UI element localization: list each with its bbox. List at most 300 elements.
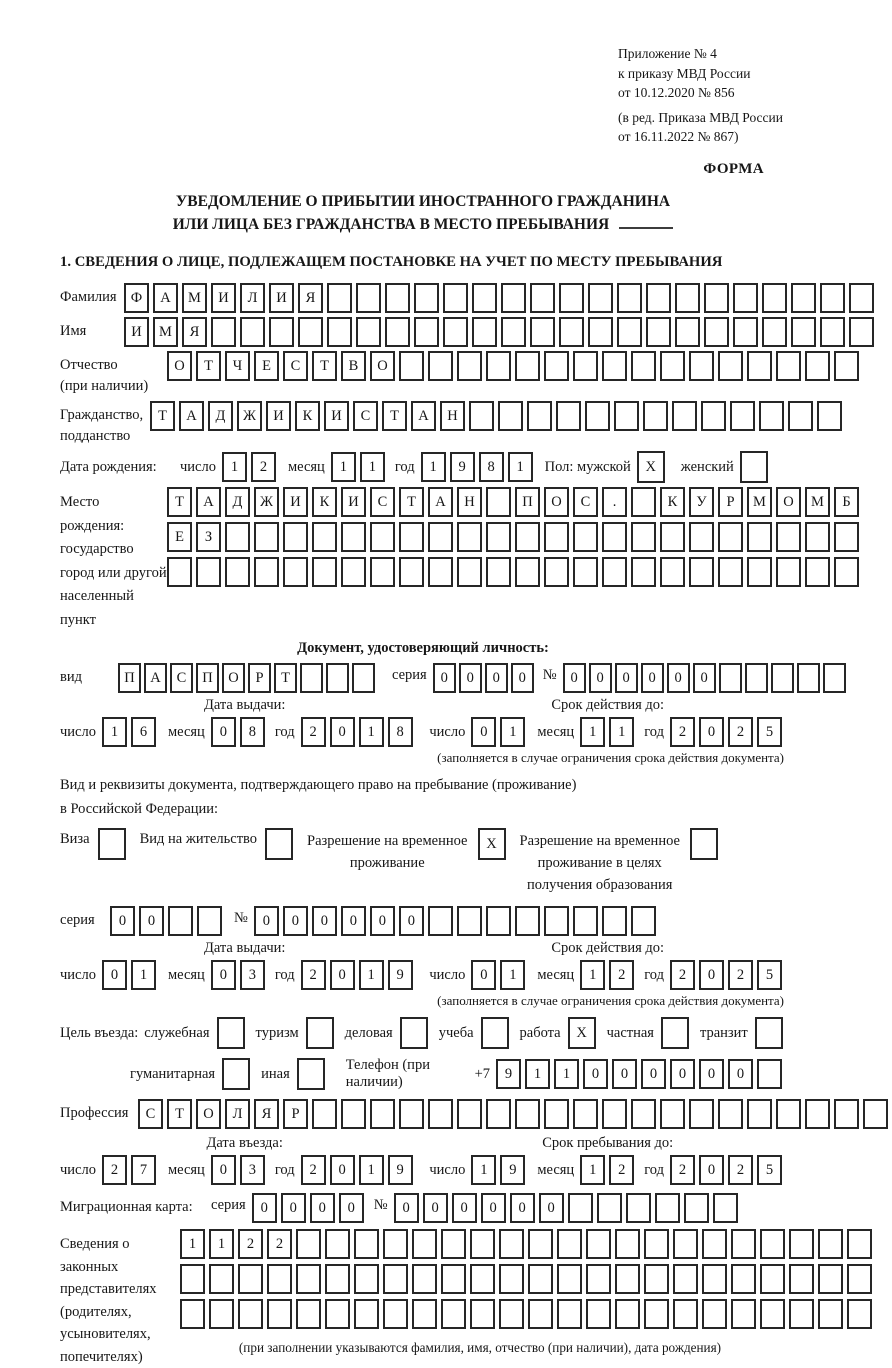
permit-series-cells[interactable]: [110, 906, 226, 936]
cell[interactable]: 0: [563, 663, 586, 693]
cell[interactable]: 1: [500, 960, 525, 990]
cell[interactable]: О: [196, 1099, 221, 1129]
cell[interactable]: [428, 1099, 453, 1129]
cell[interactable]: 0: [615, 663, 638, 693]
cell[interactable]: [789, 1264, 814, 1294]
cell[interactable]: [602, 906, 627, 936]
cell[interactable]: [457, 557, 482, 587]
purpose-work-checkbox[interactable]: [568, 1017, 596, 1049]
cell[interactable]: Р: [283, 1099, 308, 1129]
cell[interactable]: [747, 351, 772, 381]
cell[interactable]: А: [153, 283, 178, 313]
cell[interactable]: [631, 487, 656, 517]
cell[interactable]: А: [144, 663, 167, 693]
cell[interactable]: [660, 1099, 685, 1129]
cell[interactable]: 0: [211, 1155, 236, 1185]
cell[interactable]: [617, 283, 642, 313]
cell[interactable]: [428, 906, 453, 936]
cell[interactable]: [719, 663, 742, 693]
cell[interactable]: [631, 351, 656, 381]
doc-issue-day-cells[interactable]: [102, 717, 160, 747]
cell[interactable]: [428, 351, 453, 381]
doc-number-cells[interactable]: [563, 663, 849, 693]
cell[interactable]: [325, 1299, 350, 1329]
cell[interactable]: [527, 401, 552, 431]
temp-permit-checkbox[interactable]: [478, 828, 506, 860]
cell[interactable]: [740, 451, 768, 483]
cell[interactable]: Н: [440, 401, 465, 431]
purpose-business-checkbox[interactable]: [400, 1017, 428, 1049]
cell[interactable]: [849, 283, 874, 313]
permit-validity-month-cells[interactable]: [580, 960, 638, 990]
permit-validity-day-cells[interactable]: [471, 960, 529, 990]
doc-validity-year-cells[interactable]: [670, 717, 786, 747]
cell[interactable]: С: [573, 487, 598, 517]
cell[interactable]: [283, 557, 308, 587]
cell[interactable]: [789, 1299, 814, 1329]
cell[interactable]: [265, 828, 293, 860]
cell[interactable]: [817, 401, 842, 431]
cell[interactable]: [544, 1099, 569, 1129]
cell[interactable]: [557, 1229, 582, 1259]
cell[interactable]: [849, 317, 874, 347]
cell[interactable]: [209, 1264, 234, 1294]
cell[interactable]: [602, 351, 627, 381]
cell[interactable]: 0: [102, 960, 127, 990]
cell[interactable]: [544, 557, 569, 587]
cell[interactable]: [180, 1299, 205, 1329]
cell[interactable]: [702, 1229, 727, 1259]
cell[interactable]: [573, 522, 598, 552]
cell[interactable]: [755, 1017, 783, 1049]
cell[interactable]: 1: [508, 452, 533, 482]
cell[interactable]: Т: [167, 1099, 192, 1129]
cell[interactable]: [760, 1229, 785, 1259]
cell[interactable]: [702, 1264, 727, 1294]
cell[interactable]: Е: [254, 351, 279, 381]
cell[interactable]: [834, 351, 859, 381]
cell[interactable]: [760, 1299, 785, 1329]
cell[interactable]: [544, 522, 569, 552]
cell[interactable]: [718, 557, 743, 587]
cell[interactable]: [528, 1264, 553, 1294]
cell[interactable]: [689, 522, 714, 552]
cell[interactable]: 8: [240, 717, 265, 747]
cell[interactable]: 0: [110, 906, 135, 936]
cell[interactable]: 1: [554, 1059, 579, 1089]
cell[interactable]: 0: [341, 906, 366, 936]
cell[interactable]: [631, 906, 656, 936]
doc-validity-day-cells[interactable]: [471, 717, 529, 747]
cell[interactable]: 8: [388, 717, 413, 747]
cell[interactable]: [341, 522, 366, 552]
cell[interactable]: 3: [240, 1155, 265, 1185]
cell[interactable]: [745, 663, 768, 693]
cell[interactable]: 0: [312, 906, 337, 936]
stay-day-cells[interactable]: [471, 1155, 529, 1185]
cell[interactable]: С: [353, 401, 378, 431]
migration-series-cells[interactable]: [252, 1193, 368, 1223]
cell[interactable]: 0: [728, 1059, 753, 1089]
cell[interactable]: [180, 1264, 205, 1294]
cell[interactable]: [501, 317, 526, 347]
permit-issue-year-cells[interactable]: [301, 960, 417, 990]
givenname-cells[interactable]: [124, 317, 878, 347]
doc-validity-month-cells[interactable]: [580, 717, 638, 747]
cell[interactable]: [267, 1299, 292, 1329]
cell[interactable]: 0: [667, 663, 690, 693]
cell[interactable]: [661, 1017, 689, 1049]
cell[interactable]: [269, 317, 294, 347]
cell[interactable]: [701, 401, 726, 431]
birthplace-cells-row-1[interactable]: [167, 487, 863, 517]
cell[interactable]: [791, 317, 816, 347]
cell[interactable]: [499, 1264, 524, 1294]
cell[interactable]: [615, 1299, 640, 1329]
cell[interactable]: [399, 351, 424, 381]
cell[interactable]: [820, 317, 845, 347]
cell[interactable]: [238, 1264, 263, 1294]
cell[interactable]: [412, 1299, 437, 1329]
cell[interactable]: [673, 1264, 698, 1294]
cell[interactable]: X: [478, 828, 506, 860]
cell[interactable]: [643, 401, 668, 431]
cell[interactable]: [791, 283, 816, 313]
permit-issue-month-cells[interactable]: [211, 960, 269, 990]
cell[interactable]: [689, 557, 714, 587]
cell[interactable]: [457, 906, 482, 936]
cell[interactable]: [644, 1264, 669, 1294]
cell[interactable]: 0: [485, 663, 508, 693]
cell[interactable]: [597, 1193, 622, 1223]
cell[interactable]: О: [776, 487, 801, 517]
cell[interactable]: [588, 283, 613, 313]
cell[interactable]: Ч: [225, 351, 250, 381]
cell[interactable]: [675, 317, 700, 347]
cell[interactable]: [718, 351, 743, 381]
cell[interactable]: [325, 1264, 350, 1294]
cell[interactable]: [486, 487, 511, 517]
cell[interactable]: [789, 1229, 814, 1259]
cell[interactable]: [312, 1099, 337, 1129]
cell[interactable]: [586, 1299, 611, 1329]
cell[interactable]: 1: [580, 960, 605, 990]
cell[interactable]: И: [324, 401, 349, 431]
cell[interactable]: [586, 1229, 611, 1259]
cell[interactable]: [559, 283, 584, 313]
cell[interactable]: [383, 1299, 408, 1329]
representatives-cells-row-1[interactable]: [180, 1229, 876, 1259]
purpose-transit-checkbox[interactable]: [755, 1017, 783, 1049]
cell[interactable]: [631, 1099, 656, 1129]
cell[interactable]: И: [124, 317, 149, 347]
cell[interactable]: [352, 663, 375, 693]
cell[interactable]: В: [341, 351, 366, 381]
cell[interactable]: А: [411, 401, 436, 431]
profession-cells[interactable]: [138, 1099, 892, 1129]
cell[interactable]: [818, 1299, 843, 1329]
cell[interactable]: [759, 401, 784, 431]
cell[interactable]: 1: [209, 1229, 234, 1259]
cell[interactable]: 2: [102, 1155, 127, 1185]
cell[interactable]: [399, 522, 424, 552]
cell[interactable]: [602, 557, 627, 587]
cell[interactable]: 6: [131, 717, 156, 747]
cell[interactable]: 0: [452, 1193, 477, 1223]
cell[interactable]: [354, 1299, 379, 1329]
cell[interactable]: [312, 522, 337, 552]
cell[interactable]: [167, 557, 192, 587]
cell[interactable]: 0: [510, 1193, 535, 1223]
cell[interactable]: 0: [394, 1193, 419, 1223]
cell[interactable]: [515, 522, 540, 552]
representatives-cells-row-3[interactable]: [180, 1299, 876, 1329]
cell[interactable]: [354, 1229, 379, 1259]
cell[interactable]: [646, 283, 671, 313]
cell[interactable]: [655, 1193, 680, 1223]
cell[interactable]: [325, 1229, 350, 1259]
cell[interactable]: [702, 1299, 727, 1329]
cell[interactable]: Т: [399, 487, 424, 517]
cell[interactable]: А: [179, 401, 204, 431]
permit-issue-day-cells[interactable]: [102, 960, 160, 990]
cell[interactable]: [196, 557, 221, 587]
birth-year-cells[interactable]: [421, 452, 537, 482]
purpose-study-checkbox[interactable]: [481, 1017, 509, 1049]
cell[interactable]: 1: [471, 1155, 496, 1185]
cell[interactable]: [573, 351, 598, 381]
cell[interactable]: 1: [131, 960, 156, 990]
cell[interactable]: 7: [131, 1155, 156, 1185]
cell[interactable]: 1: [222, 452, 247, 482]
cell[interactable]: [733, 283, 758, 313]
cell[interactable]: О: [370, 351, 395, 381]
cell[interactable]: [585, 401, 610, 431]
cell[interactable]: [399, 557, 424, 587]
cell[interactable]: [412, 1229, 437, 1259]
cell[interactable]: [660, 351, 685, 381]
cell[interactable]: 1: [580, 717, 605, 747]
cell[interactable]: [762, 283, 787, 313]
birthplace-cells-row-2[interactable]: [167, 522, 863, 552]
cell[interactable]: [296, 1229, 321, 1259]
cell[interactable]: Ж: [254, 487, 279, 517]
cell[interactable]: [399, 1099, 424, 1129]
cell[interactable]: 0: [670, 1059, 695, 1089]
cell[interactable]: [515, 557, 540, 587]
cell[interactable]: [267, 1264, 292, 1294]
cell[interactable]: [327, 317, 352, 347]
temp-edu-permit-checkbox[interactable]: [690, 828, 718, 860]
cell[interactable]: 9: [450, 452, 475, 482]
cell[interactable]: [797, 663, 820, 693]
cell[interactable]: И: [283, 487, 308, 517]
cell[interactable]: [771, 663, 794, 693]
cell[interactable]: [660, 557, 685, 587]
cell[interactable]: [586, 1264, 611, 1294]
cell[interactable]: [573, 1099, 598, 1129]
cell[interactable]: [298, 317, 323, 347]
cell[interactable]: [414, 317, 439, 347]
cell[interactable]: 0: [459, 663, 482, 693]
cell[interactable]: Ф: [124, 283, 149, 313]
stay-month-cells[interactable]: [580, 1155, 638, 1185]
cell[interactable]: [730, 401, 755, 431]
cell[interactable]: [557, 1299, 582, 1329]
cell[interactable]: 0: [481, 1193, 506, 1223]
cell[interactable]: 2: [267, 1229, 292, 1259]
cell[interactable]: [776, 522, 801, 552]
cell[interactable]: [530, 283, 555, 313]
cell[interactable]: [530, 317, 555, 347]
permit-validity-year-cells[interactable]: [670, 960, 786, 990]
cell[interactable]: [704, 317, 729, 347]
cell[interactable]: Я: [298, 283, 323, 313]
cell[interactable]: [217, 1017, 245, 1049]
sex-male-checkbox[interactable]: [637, 451, 665, 483]
cell[interactable]: [528, 1229, 553, 1259]
cell[interactable]: 0: [583, 1059, 608, 1089]
cell[interactable]: Н: [457, 487, 482, 517]
cell[interactable]: [225, 557, 250, 587]
cell[interactable]: Т: [312, 351, 337, 381]
cell[interactable]: [222, 1058, 250, 1090]
cell[interactable]: И: [211, 283, 236, 313]
cell[interactable]: [486, 522, 511, 552]
cell[interactable]: [356, 317, 381, 347]
cell[interactable]: 9: [496, 1059, 521, 1089]
cell[interactable]: [762, 317, 787, 347]
cell[interactable]: К: [295, 401, 320, 431]
cell[interactable]: [757, 1059, 782, 1089]
cell[interactable]: [327, 283, 352, 313]
cell[interactable]: [690, 828, 718, 860]
sex-female-checkbox[interactable]: [740, 451, 768, 483]
cell[interactable]: [760, 1264, 785, 1294]
cell[interactable]: Р: [718, 487, 743, 517]
cell[interactable]: [499, 1299, 524, 1329]
cell[interactable]: [847, 1229, 872, 1259]
cell[interactable]: 0: [423, 1193, 448, 1223]
cell[interactable]: [776, 557, 801, 587]
doc-issue-year-cells[interactable]: [301, 717, 417, 747]
cell[interactable]: [472, 317, 497, 347]
cell[interactable]: [326, 663, 349, 693]
cell[interactable]: [660, 522, 685, 552]
cell[interactable]: [573, 906, 598, 936]
cell[interactable]: [98, 828, 126, 860]
cell[interactable]: М: [805, 487, 830, 517]
cell[interactable]: [626, 1193, 651, 1223]
cell[interactable]: [718, 522, 743, 552]
cell[interactable]: 2: [301, 960, 326, 990]
cell[interactable]: [805, 557, 830, 587]
patronymic-cells[interactable]: [167, 351, 863, 381]
cell[interactable]: 1: [360, 452, 385, 482]
residence-permit-checkbox[interactable]: [265, 828, 293, 860]
cell[interactable]: Т: [150, 401, 175, 431]
cell[interactable]: [197, 906, 222, 936]
cell[interactable]: 0: [211, 717, 236, 747]
cell[interactable]: [834, 557, 859, 587]
cell[interactable]: 1: [180, 1229, 205, 1259]
cell[interactable]: [457, 522, 482, 552]
cell[interactable]: 5: [757, 960, 782, 990]
purpose-official-checkbox[interactable]: [217, 1017, 245, 1049]
cell[interactable]: 1: [359, 960, 384, 990]
cell[interactable]: [414, 283, 439, 313]
cell[interactable]: [498, 401, 523, 431]
cell[interactable]: [863, 1099, 888, 1129]
cell[interactable]: [370, 1099, 395, 1129]
cell[interactable]: [847, 1264, 872, 1294]
cell[interactable]: [847, 1299, 872, 1329]
cell[interactable]: Д: [225, 487, 250, 517]
cell[interactable]: [499, 1229, 524, 1259]
cell[interactable]: [684, 1193, 709, 1223]
purpose-private-checkbox[interactable]: [661, 1017, 689, 1049]
cell[interactable]: 0: [370, 906, 395, 936]
cell[interactable]: [443, 283, 468, 313]
cell[interactable]: 1: [421, 452, 446, 482]
cell[interactable]: [689, 351, 714, 381]
cell[interactable]: 2: [301, 1155, 326, 1185]
cell[interactable]: [614, 401, 639, 431]
cell[interactable]: [385, 317, 410, 347]
cell[interactable]: 0: [612, 1059, 637, 1089]
cell[interactable]: [788, 401, 813, 431]
cell[interactable]: [733, 317, 758, 347]
cell[interactable]: [805, 1099, 830, 1129]
cell[interactable]: И: [341, 487, 366, 517]
cell[interactable]: 0: [433, 663, 456, 693]
cell[interactable]: [689, 1099, 714, 1129]
cell[interactable]: 9: [388, 1155, 413, 1185]
cell[interactable]: З: [196, 522, 221, 552]
cell[interactable]: 2: [238, 1229, 263, 1259]
entry-year-cells[interactable]: [301, 1155, 417, 1185]
cell[interactable]: [602, 1099, 627, 1129]
cell[interactable]: [400, 1017, 428, 1049]
cell[interactable]: И: [269, 283, 294, 313]
cell[interactable]: П: [196, 663, 219, 693]
surname-cells[interactable]: [124, 283, 878, 313]
cell[interactable]: 1: [525, 1059, 550, 1089]
cell[interactable]: 0: [471, 960, 496, 990]
cell[interactable]: [470, 1299, 495, 1329]
cell[interactable]: [209, 1299, 234, 1329]
cell[interactable]: 5: [757, 717, 782, 747]
purpose-tourism-checkbox[interactable]: [306, 1017, 334, 1049]
purpose-other-checkbox[interactable]: [297, 1058, 325, 1090]
cell[interactable]: О: [167, 351, 192, 381]
cell[interactable]: [615, 1264, 640, 1294]
cell[interactable]: [296, 1264, 321, 1294]
cell[interactable]: [823, 663, 846, 693]
cell[interactable]: [297, 1058, 325, 1090]
cell[interactable]: О: [222, 663, 245, 693]
cell[interactable]: [556, 401, 581, 431]
cell[interactable]: [238, 1299, 263, 1329]
cell[interactable]: [240, 317, 265, 347]
cell[interactable]: [486, 1099, 511, 1129]
cell[interactable]: [296, 1299, 321, 1329]
cell[interactable]: 9: [500, 1155, 525, 1185]
cell[interactable]: X: [568, 1017, 596, 1049]
cell[interactable]: 0: [511, 663, 534, 693]
cell[interactable]: П: [118, 663, 141, 693]
cell[interactable]: К: [312, 487, 337, 517]
